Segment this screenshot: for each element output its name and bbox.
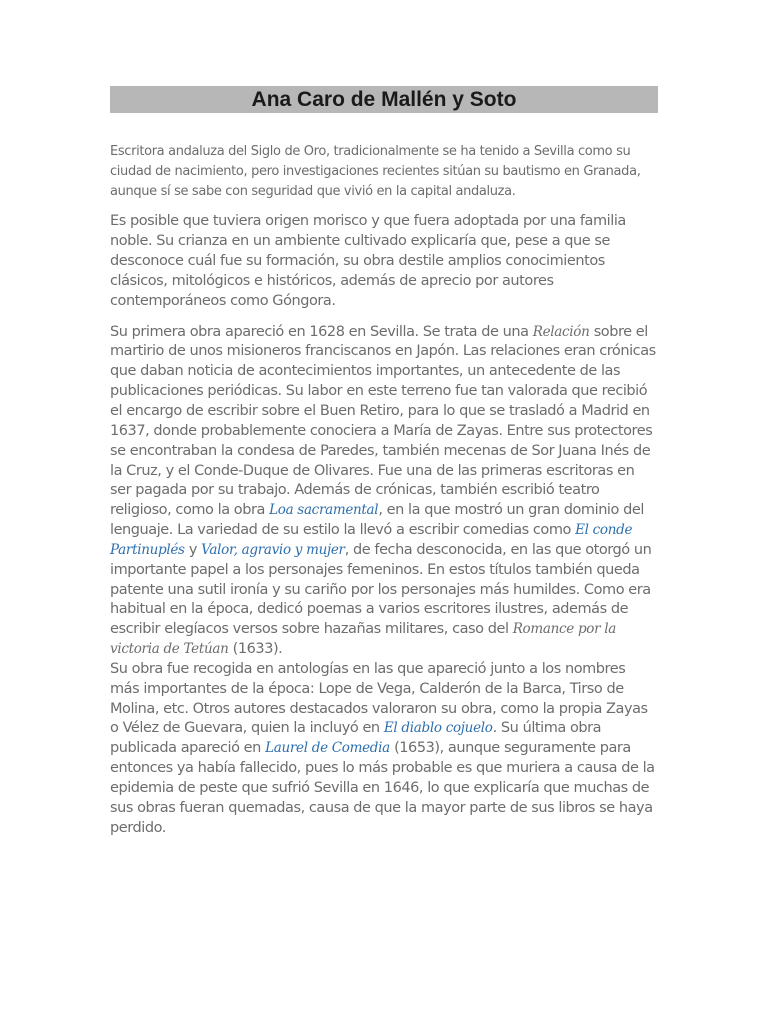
- text-segment: Su primera obra apareció en 1628 en Sevilla. Se trata de una: [110, 323, 533, 340]
- link-loa-sacramental[interactable]: Loa sacramental: [269, 502, 379, 519]
- works-paragraph: [110, 323, 658, 839]
- link-valor-agravio-y-mujer[interactable]: Valor, agravio y mujer: [201, 541, 345, 558]
- link-laurel-de-comedia[interactable]: Laurel de Comedia: [265, 740, 390, 757]
- document-page: [110, 86, 658, 839]
- title-romance: Romance por la victoria de Tetúan: [110, 621, 617, 658]
- link-el-conde-partinuples[interactable]: El conde Partinuplés: [110, 522, 633, 558]
- text-segment: , de fecha desconocida, en las que otorgó un importante papel a los personajes femeninos. En estos títulos también queda patente una sutil ironía y su cariño por los personajes más humildes. Como era habitual en la época, dedicó poemas a varios escritores ilustres, además de escribir elegíacos versos sobre hazañas militares, caso del: [110, 541, 652, 638]
- title-relacion: Relación: [532, 323, 590, 340]
- text-segment: . Su última obra publicada apareció en: [110, 720, 602, 757]
- text-segment: Su obra fue recogida en antologías en las que apareció junto a los nombres más importantes de la época: Lope de Vega, Calderón de la Barca, Tirso de Molina, etc. Otros autores destacados valoraron su obra, como la propia Zayas o Vélez de Guevara, quien la incluyó en: [110, 660, 648, 737]
- text-segment: (1633).: [228, 641, 283, 658]
- link-el-diablo-cojuelo[interactable]: El diablo cojuelo: [383, 720, 493, 737]
- text-segment: (1653), aunque seguramente para entonces ya había fallecido, pues lo más probable es que muriera a causa de la epidemia de peste que sufrió Sevilla en 1646, lo que explicaría que muchas de sus obras fueran quemadas, causa de que la mayor parte de sus libros se haya perdido.: [110, 740, 655, 836]
- text-segment: , en la que mostró un gran dominio del lenguaje. La variedad de su estilo la llevó a escribir comedias como: [110, 502, 644, 539]
- intro-paragraph: Escritora andaluza del Siglo de Oro, tradicionalmente se ha tenido a Sevilla como su ciudad de nacimiento, pero investigaciones recientes sitúan su bautismo en Granada, aunque sí se sabe con seguridad que vivió en la capital andaluza.: [110, 144, 641, 199]
- origin-paragraph: Es posible que tuviera origen morisco y que fuera adoptada por una familia noble. Su crianza en un ambiente cultivado explicaría que, pese a que se desconoce cuál fue su formación, su obra destile amplios conocimientos clásicos, mitológicos e históricos, además de aprecio por autores contemporáneos como Góngora.: [110, 213, 626, 309]
- text-segment: y: [184, 541, 202, 558]
- text-segment: sobre el martirio de unos misioneros franciscanos en Japón. Las relaciones eran crónicas que daban noticia de acontecimientos importantes, un antecedente de las publicaciones periódicas. Su labor en este terreno fue tan valorada que recibió el encargo de escribir sobre el Buen Retiro, para lo que se trasladó a Madrid en 1637, donde probablemente conociera a María de Zayas. Entre sus protectores se encontraban la condesa de Paredes, también mecenas de Sor Juana Inés de la Cruz, y el Conde-Duque de Olivares. Fue una de las primeras escritoras en ser pagada por su trabajo. Además de crónicas, también escribió teatro religioso, como la obra: [110, 323, 656, 519]
- page-title: Ana Caro de Mallén y Soto: [110, 86, 658, 113]
